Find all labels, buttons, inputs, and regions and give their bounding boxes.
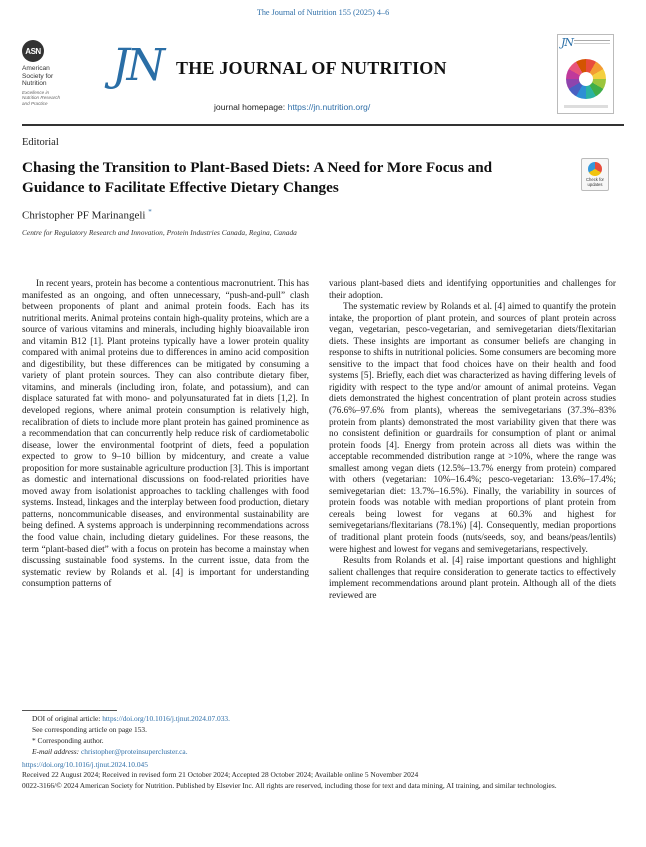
body-column-right: [329, 279, 616, 602]
journal-homepage: journal homepage: https://jn.nutrition.org/: [214, 102, 371, 112]
article-dates: Received 22 August 2024; Received in revised form 21 October 2024; Accepted 28 October 2024; Available online 5 November 2024: [22, 770, 419, 780]
article-info: [22, 760, 624, 791]
article-doi-link[interactable]: https://doi.org/10.1016/j.tjnut.2024.10.045: [22, 760, 148, 769]
email-link[interactable]: christopher@proteinsupercluster.ca.: [81, 747, 188, 756]
homepage-link[interactable]: https://jn.nutrition.org/: [287, 102, 371, 112]
asn-badge-icon: ASN: [22, 40, 44, 62]
asn-logo[interactable]: [22, 40, 82, 106]
cover-header-lines: [574, 40, 610, 44]
check-for-updates-button[interactable]: [581, 158, 609, 191]
journal-cover-thumbnail[interactable]: [557, 34, 614, 114]
body-paragraph: Results from Rolands et al. [4] raise important questions and highlight salient challenges that require consideration to generate tactics to effectively implement recommendations around plant protein. Although all of the diets reviewed are: [329, 556, 616, 601]
corresponding-author-note: * Corresponding author.: [32, 736, 104, 745]
header-divider: [22, 124, 624, 126]
cover-jn-mark: JN: [561, 36, 574, 49]
see-also-note: See corresponding article on page 153.: [32, 725, 147, 734]
original-doi-link[interactable]: https://doi.org/10.1016/j.tjnut.2024.07.033.: [102, 714, 230, 723]
author-name: Christopher PF Marinangeli: [22, 209, 146, 222]
author-affiliation: Centre for Regulatory Research and Innovation, Protein Industries Canada, Regina, Canada: [22, 228, 297, 237]
jn-logo-mark: JN: [112, 40, 163, 91]
copyright-notice: 0022-3166/© 2024 American Society for Nutrition. Published by Elsevier Inc. All rights are reserved, including those for text and data mining, AI training, and similar technologies.: [22, 780, 557, 790]
crossmark-icon: [588, 162, 602, 176]
original-doi-note: DOI of original article: https://doi.org/10.1016/j.tjnut.2024.07.033.: [32, 714, 230, 723]
crossmark-label: Check for updates: [586, 177, 604, 187]
article-title: Chasing the Transition to Plant-Based Diets: A Need for More Focus and Guidance to Facilitate Effective Dietary Changes: [22, 159, 493, 196]
footnotes: [22, 713, 322, 757]
footnote-divider: [22, 710, 117, 711]
email-note: E-mail address: christopher@proteinsupercluster.ca.: [32, 747, 188, 756]
publisher-name: American Society for Nutrition: [22, 65, 54, 88]
cover-footer-bar: [564, 105, 608, 108]
journal-name: THE JOURNAL OF NUTRITION: [176, 58, 447, 78]
article-section: Editorial: [22, 137, 59, 148]
journal-masthead: [112, 42, 532, 117]
cover-color-wheel-icon: [566, 59, 606, 99]
running-head[interactable]: The Journal of Nutrition 155 (2025) 4–6: [256, 8, 390, 17]
body-paragraph: various plant-based diets and identifying opportunities and challenges for their adoption.: [329, 279, 616, 301]
author-line: [22, 208, 152, 222]
author-footnote-mark[interactable]: *: [148, 208, 152, 216]
body-paragraph: The systematic review by Rolands et al. [4] aimed to quantify the protein intake, the proportion of plant protein, and sources of plant protein across vegan, vegetarian, pesco-vegetarian, and semivegetarian diets/flexitarian diets. These insights are important as consumer beliefs are changing in response to shifts in nutritional policies. Some consumers are becoming more sensitive to the impact that food choices have on their health and food systems [5]. Briefly, each diet was characterized as having differing levels of rigidity with respect to the type and/or amount of animal proteins. Vegan diets demonstrated the highest concentration of plant protein across studies (76.6%–97.6% from plants), whereas the semivegetarians (37.3%–83% protein from plants) demonstrated the most variability given that there was no consistent definition or guardrails for consumption of plant or animal protein foods [4]. Energy from protein across all diets was within the acceptable recommended distribution range at >10%, where the range was smallest among vegan diets (12.5%–13.7% energy from protein) compared with others (vegetarian: 10%–16.4%; pesco-vegetarian: 13.6%–17.4%; semivegetarian diet: 13.7%–16.5%). Finally, the variability in sources of protein foods was notable with median proportions of plant protein from cereals being lowest for vegans at 60.3% and highest for semivegetarians/flexitarians (78.1%) [4]. Consequently, median proportions of traditional plant protein foods (nuts/seeds, soy, and beans/peas/lentils) were highest and lowest for vegans and semivegetarians, respectively.: [329, 302, 616, 555]
body-column-left: [22, 279, 309, 591]
publisher-tagline: Excellence in Nutrition Research and Practice: [22, 89, 61, 106]
body-paragraph: In recent years, protein has become a contentious macronutrient. This has manifested as an ongoing, and often unnecessary, “push-and-pull” clash between proponents of plant and animal protein foods. Each has its nutritional merits. Animal proteins contain high-quality proteins, which are a source of various vitamins and minerals, including highly bioavailable iron and vitamin B12 [1]. Plant proteins typically have a lower protein quality compared with animal proteins due to differences in amino acid composition and digestibility, but these differences can be mitigated by consuming a variety of plant protein sources. They can also contribute dietary fiber, vitamins, and minerals (including iron, folate, and potassium), and can displace saturated fat with mono- and polyunsaturated fat in diets [1,2]. In developed regions, where animal protein consumption is relatively high, recalibration of diets to include more plant protein has gained prominence as a recommendation that can concurrently help reduce risk of cardiometabolic disease, lower the environmental footprint of diets, feed a population expected to grow to 9–10 billion by midcentury, and create a value proposition for more sustainable agriculture production [3]. This is important as domestic and international discussions on food-related priorities have moved away from isolationist approaches to tackling challenges with food systems. Instead, linkages and the interplay between food production, dietary patterns, noncommunicable diseases, and environmental sustainability are being defined. A systems approach is underpinning recommendations across the food value chain, including dietary guidelines. For these reasons, the term “plant-based diet” with a focus on protein has become a mainstay when discussing sustainable food systems. In the current issue, data from the systematic review by Rolands et al. [4] is important for understanding consumption patterns of: [22, 279, 309, 590]
